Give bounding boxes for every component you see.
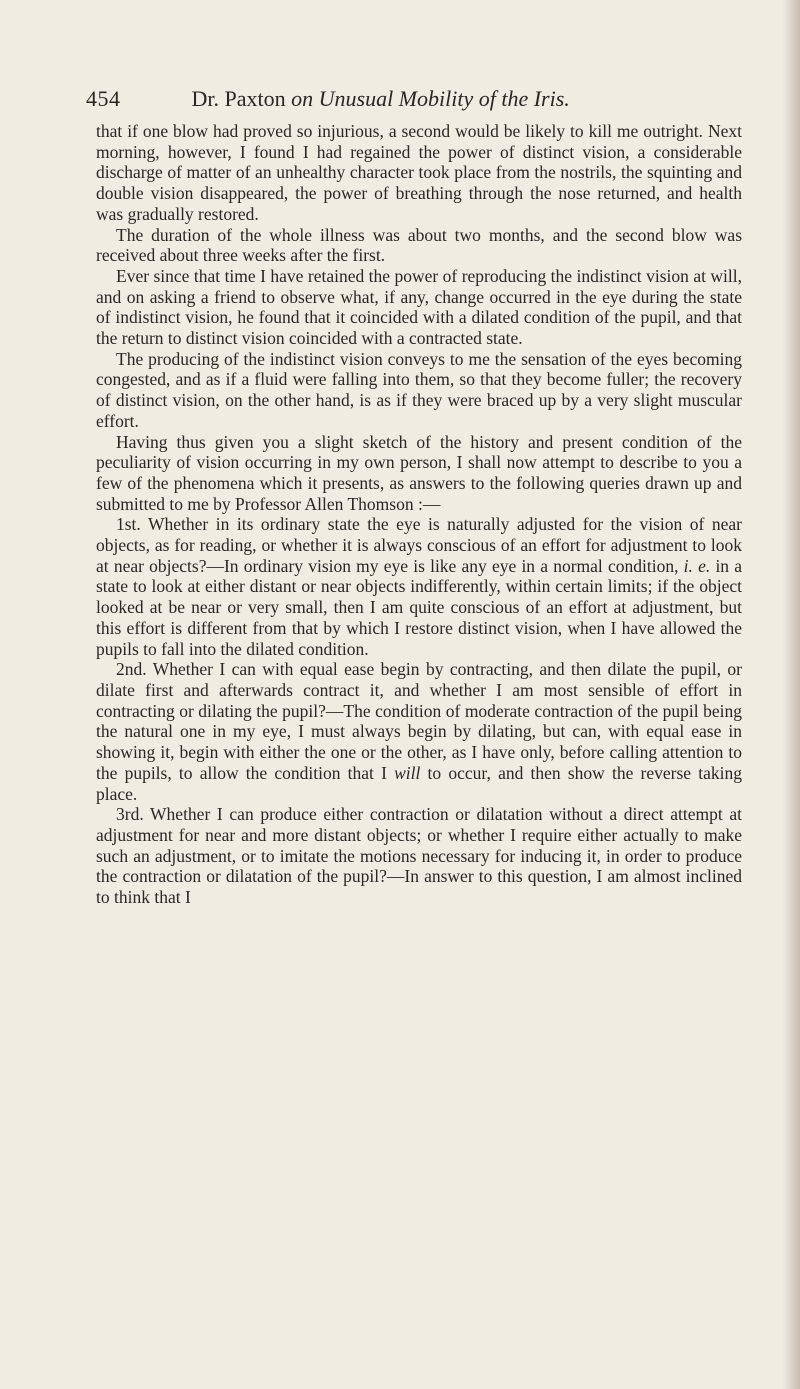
query-2-will: will xyxy=(394,762,421,783)
paragraph-4: The producing of the indistinct vision conveys to me the sensation of the eyes becoming congested, and as if a fluid were falling into them, so that they become fuller; the recovery of distinct vision, on the other hand, is as if they were braced up by a very slight muscular effort. xyxy=(96,348,742,431)
page-body xyxy=(96,121,742,908)
paragraph-2: The duration of the whole illness was about two months, and the second blow was received about three weeks after the first. xyxy=(96,224,742,266)
running-title xyxy=(192,84,570,114)
query-2-text: 2nd. Whether I can with equal ease begin by contracting, and then dilate the pupil, or dilate first and afterwards contract it, and whether I am most sensible of effort in contracting or dilating the pupil?—The condition of moderate contraction of the pupil being the natural one in my eye, I must always begin by dilating, but can, with equal ease in showing it, begin with either the one or the other, as I have only, before calling attention to the pupils, to allow the condition that I xyxy=(96,659,742,783)
paragraph-8: 3rd. Whether I can produce either contraction or dilatation without a direct attempt at adjustment for near and more distant objects; or whether I require either actually to make such an adjustment, or to imitate the motions necessary for inducing it, in order to produce the contraction or dilatation of the pupil?—In answer to this question, I am almost inclined to think that I xyxy=(96,804,742,908)
query-1-rest: in a state to look at either distant or near objects indifferently, within certain limits; if the object looked at be near or very small, then I am quite conscious of an effort at adjustment, but this effort is different from that by which I restore distinct vision, when I have allowed the pupils to fall into the dilated condition. xyxy=(96,555,743,659)
page-number: 454 xyxy=(86,86,121,111)
query-1-text: 1st. Whether in its ordinary state the eye is naturally adjusted for the vision of near objects, as for reading, or whether it is always conscious of an effort for adjustment to look at near objects?—In ordinary vision my eye is like any eye in a normal condition, xyxy=(96,514,742,576)
query-2-rest: to occur, and then show the reverse taking place. xyxy=(96,762,742,804)
page-edge-shadow xyxy=(782,0,800,1389)
paragraph-3: Ever since that time I have retained the power of reproducing the indistinct vision at will, and on asking a friend to observe what, if any, change occurred in the eye during the state of indistinct vision, he found that it coincided with a dilated condition of the pupil, and that the return to distinct vision coincided with a contracted state. xyxy=(96,265,742,349)
running-title-author: Dr. Paxton xyxy=(191,86,286,111)
paragraph-5: Having thus given you a slight sketch of the history and present condition of the peculiarity of vision occurring in my own person, I shall now attempt to describe to you a few of the phenomena which it presents, as answers to the following queries drawn up and submitted to me by Professor Allen Thomson :— xyxy=(96,431,742,514)
paragraph-6 xyxy=(96,514,742,659)
running-title-on: on xyxy=(291,86,314,111)
paragraph-7 xyxy=(96,659,742,804)
running-title-subject: Unusual Mobility of the Iris. xyxy=(318,86,570,111)
paragraph-1: that if one blow had proved so injurious, a second would be likely to kill me outright. Next morning, however, I found I had regained the power of distinct vision, a considerable discharge of matter of an unhealthy character took place from the nostrils, the squinting and double vision disappeared, the power of breathing through the nose returned, and health was gradually restored. xyxy=(96,121,742,224)
query-1-ie: i. e. xyxy=(683,555,711,576)
running-header xyxy=(86,84,726,114)
